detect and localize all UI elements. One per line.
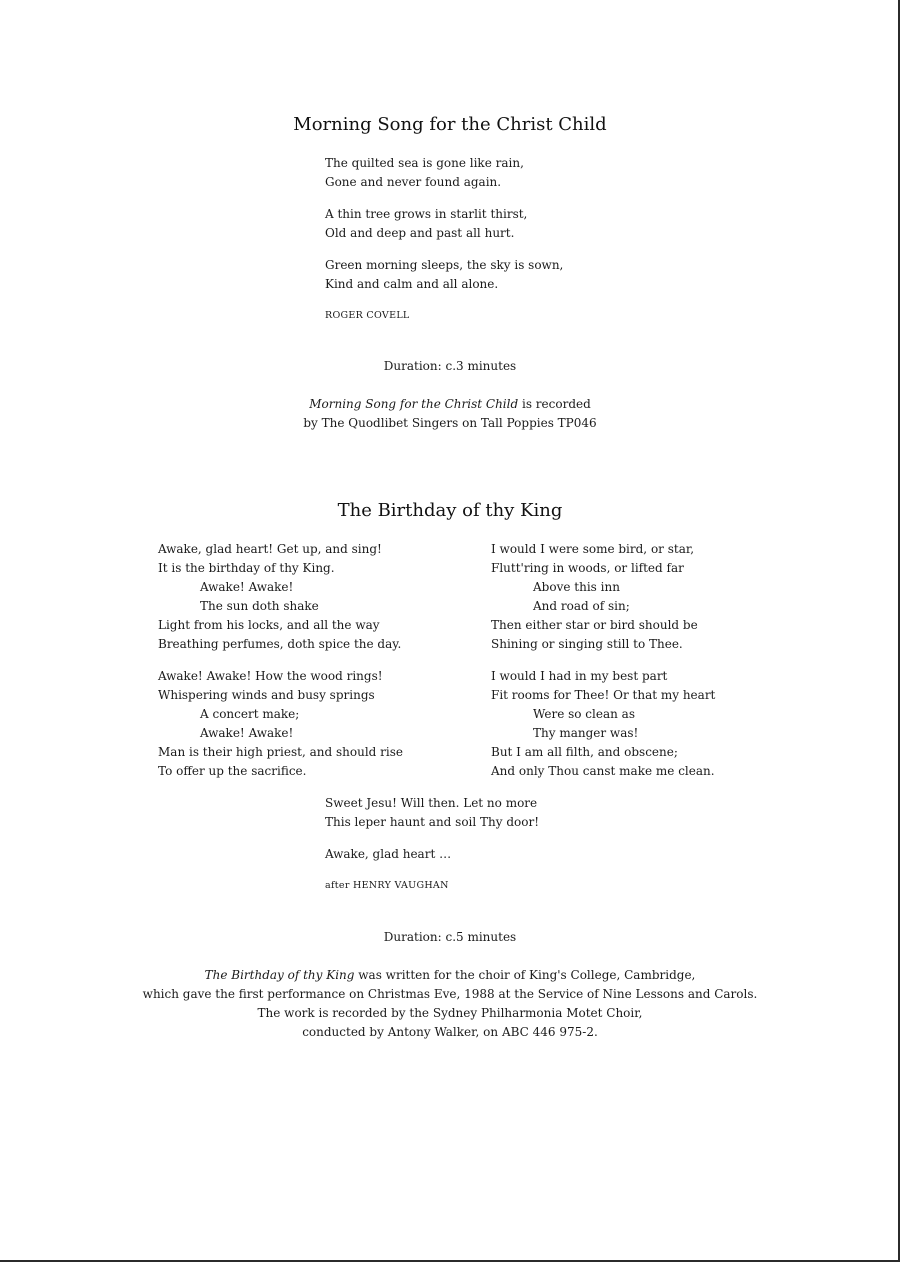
poem-line: Light from his locks, and all the way — [158, 618, 380, 632]
poem-line: It is the birthday of thy King. — [158, 561, 335, 575]
poem-line: Shining or singing still to Thee. — [491, 637, 683, 651]
poem-line: Flutt'ring in woods, or lifted far — [491, 561, 684, 575]
poem1-stanza-2 — [325, 205, 527, 243]
poem2-note — [0, 966, 900, 1042]
poem-line: A concert make; — [200, 707, 300, 721]
poem-line: I would I were some bird, or star, — [491, 542, 695, 556]
poem2-title: The Birthday of thy King — [337, 500, 563, 521]
poem2-left-stanza-2 — [158, 667, 403, 781]
poem1-author: ROGER COVELL — [325, 310, 410, 321]
note-title: The Birthday of thy King — [204, 968, 355, 982]
poem-line: Awake! Awake! — [200, 580, 294, 594]
note-text: is recorded — [518, 397, 591, 411]
poem-line: Above this inn — [533, 580, 620, 594]
poem-line: I would I had in my best part — [491, 669, 668, 683]
note-line — [0, 966, 900, 985]
poem-line: Then either star or bird should be — [491, 618, 698, 632]
poem-line: To offer up the sacrifice. — [158, 764, 307, 778]
note-line: conducted by Antony Walker, on ABC 446 975-2. — [302, 1025, 598, 1039]
note-line: by The Quodlibet Singers on Tall Poppies TP046 — [303, 416, 597, 430]
poem2-left-stanza-1 — [158, 540, 401, 654]
note-line: The work is recorded by the Sydney Philharmonia Motet Choir, — [257, 1006, 643, 1020]
poem-line: This leper haunt and soil Thy door! — [325, 815, 540, 829]
poem2-author: after HENRY VAUGHAN — [325, 880, 449, 891]
poem-line: Gone and never found again. — [325, 175, 502, 189]
poem-line: The sun doth shake — [200, 599, 319, 613]
note-text: was written for the choir of King's College, Cambridge, — [354, 968, 696, 982]
poem-line: Were so clean as — [533, 707, 635, 721]
note-line — [0, 395, 900, 414]
poem-line: Thy manger was! — [533, 726, 639, 740]
poem-line: Awake, glad heart! Get up, and sing! — [158, 542, 382, 556]
poem1-note — [0, 395, 900, 433]
poem-line: Breathing perfumes, doth spice the day. — [158, 637, 402, 651]
poem-line: Awake! Awake! How the wood rings! — [158, 669, 383, 683]
poem1-stanza-3 — [325, 256, 563, 294]
poem1-duration — [0, 357, 900, 376]
poem-line: Old and deep and past all hurt. — [325, 226, 515, 240]
poem-line: Whispering winds and busy springs — [158, 688, 375, 702]
poem2-right-stanza-1 — [491, 540, 698, 654]
poem2-refrain — [325, 845, 451, 864]
note-title: Morning Song for the Christ Child — [309, 397, 519, 411]
poem-line: And road of sin; — [533, 599, 630, 613]
poem1-title: Morning Song for the Christ Child — [293, 114, 607, 135]
poem-line: A thin tree grows in starlit thirst, — [325, 207, 528, 221]
poem-line: Awake! Awake! — [200, 726, 294, 740]
poem-line: But I am all filth, and obscene; — [491, 745, 678, 759]
poem1-stanza-1 — [325, 154, 524, 192]
poem2-right-stanza-2 — [491, 667, 715, 781]
poem-line: Fit rooms for Thee! Or that my heart — [491, 688, 716, 702]
poem-line: And only Thou canst make me clean. — [491, 764, 715, 778]
note-line: which gave the first performance on Christmas Eve, 1988 at the Service of Nine Lessons and Carols. — [142, 987, 758, 1001]
poem-line: The quilted sea is gone like rain, — [325, 156, 524, 170]
duration-text: Duration: c.3 minutes — [383, 359, 517, 373]
poem2-duration — [0, 928, 900, 947]
poem-line: Awake, glad heart … — [325, 847, 452, 861]
poem-line: Sweet Jesu! Will then. Let no more — [325, 796, 538, 810]
poem-line: Man is their high priest, and should rise — [158, 745, 403, 759]
poem-line: Green morning sleeps, the sky is sown, — [325, 258, 564, 272]
duration-text: Duration: c.5 minutes — [383, 930, 517, 944]
poem2-final-stanza — [325, 794, 539, 832]
poem-line: Kind and calm and all alone. — [325, 277, 499, 291]
